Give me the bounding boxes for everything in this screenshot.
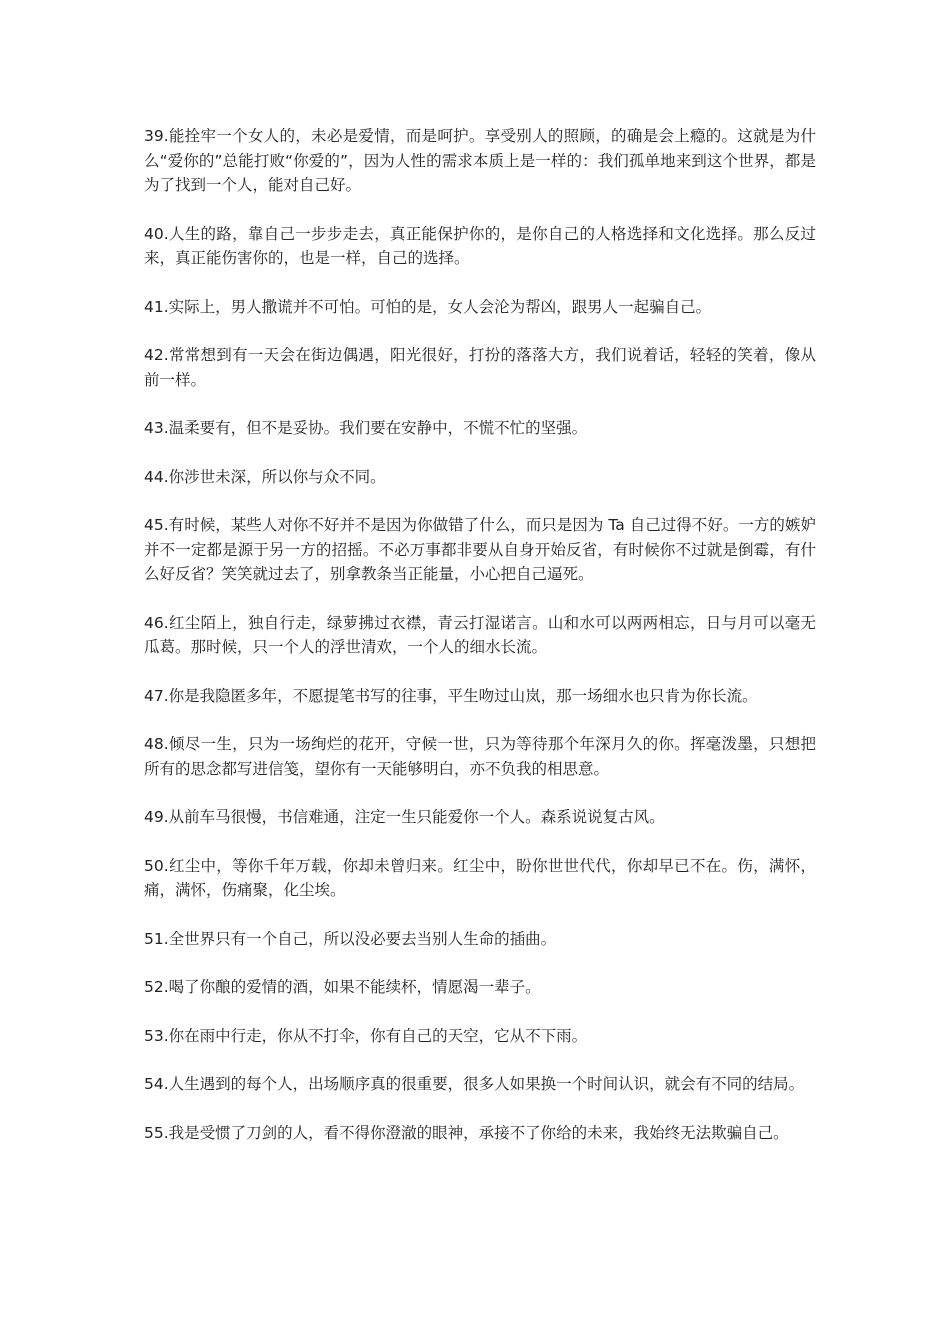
paragraph-47: 47.你是我隐匿多年，不愿提笔书写的往事，平生吻过山岚，那一场细水也只肯为你长流。 [144,686,758,705]
paragraph-51: 51.全世界只有一个自己，所以没必要去当别人生命的插曲。 [144,929,557,948]
paragraph-53: 53.你在雨中行走，你从不打伞，你有自己的天空，它从不下雨。 [144,1026,588,1045]
paragraph-43: 43.温柔要有，但不是妥协。我们要在安静中，不慌不忙的坚强。 [144,419,588,437]
paragraph-40: 40.人生的路，靠自己一步步走去，真正能保护你的，是你自己的人格选择和文化选择。那么反过来，真正能伤害你的，也是一样，自己的选择。 [144,224,816,267]
paragraph-48: 48.倾尽一生，只为一场绚烂的花开，守候一世，只为等待那个年深月久的你。挥毫泼墨，只想把所有的思念都写进信笺，望你有一天能够明白，亦不负我的相思意。 [144,735,816,778]
paragraph-55: 55.我是受惯了刀剑的人，看不得你澄澈的眼神，承接不了你给的未来，我始终无法欺骗自己。 [144,1123,789,1142]
paragraph-45: 45.有时候，某些人对你不好并不是因为你做错了什么，而只是因为 Ta 自己过得不好。一方的嫉妒并不一定都是源于另一方的招摇。不必万事都非要从自身开始反省，有时候你不过就是倒霉，有什么好反省？笑笑就过去了，别拿教条当正能量，小心把自己逼死。 [144,516,816,583]
paragraph-52: 52.喝了你酿的爱情的酒，如果不能续杯，情愿渴一辈子。 [144,978,541,996]
paragraph-50: 50.红尘中，等你千年万载，你却未曾归来。红尘中，盼你世世代代，你却早已不在。伤，满怀，痛，满怀，伤痛聚，化尘埃。 [144,856,816,899]
paragraph-54: 54.人生遇到的每个人，出场顺序真的很重要，很多人如果换一个时间认识，就会有不同的结局。 [144,1075,805,1093]
paragraph-41: 41.实际上，男人撒谎并不可怕。可怕的是，女人会沦为帮凶，跟男人一起骗自己。 [144,297,712,316]
paragraph-44: 44.你涉世未深，所以你与众不同。 [144,467,386,486]
document-page [144,124,816,1169]
paragraph-49: 49.从前车马很慢，书信难通，注定一生只能爱你一个人。森系说说复古风。 [144,808,665,826]
paragraph-39: 39.能拴牢一个女人的，未必是爱情，而是呵护。享受别人的照顾，的确是会上瘾的。这就是为什么“爱你的”总能打败“你爱的”，因为人性的需求本质上是一样的：我们孤单地来到这个世界，都是为了找到一个人，能对自己好。 [144,127,816,194]
paragraph-46: 46.红尘陌上，独自行走，绿萝拂过衣襟，青云打湿诺言。山和水可以两两相忘，日与月可以毫无瓜葛。那时候，只一个人的浮世清欢，一个人的细水长流。 [144,613,816,656]
paragraph-42: 42.常常想到有一天会在街边偶遇，阳光很好，打扮的落落大方，我们说着话，轻轻的笑着，像从前一样。 [144,346,816,389]
